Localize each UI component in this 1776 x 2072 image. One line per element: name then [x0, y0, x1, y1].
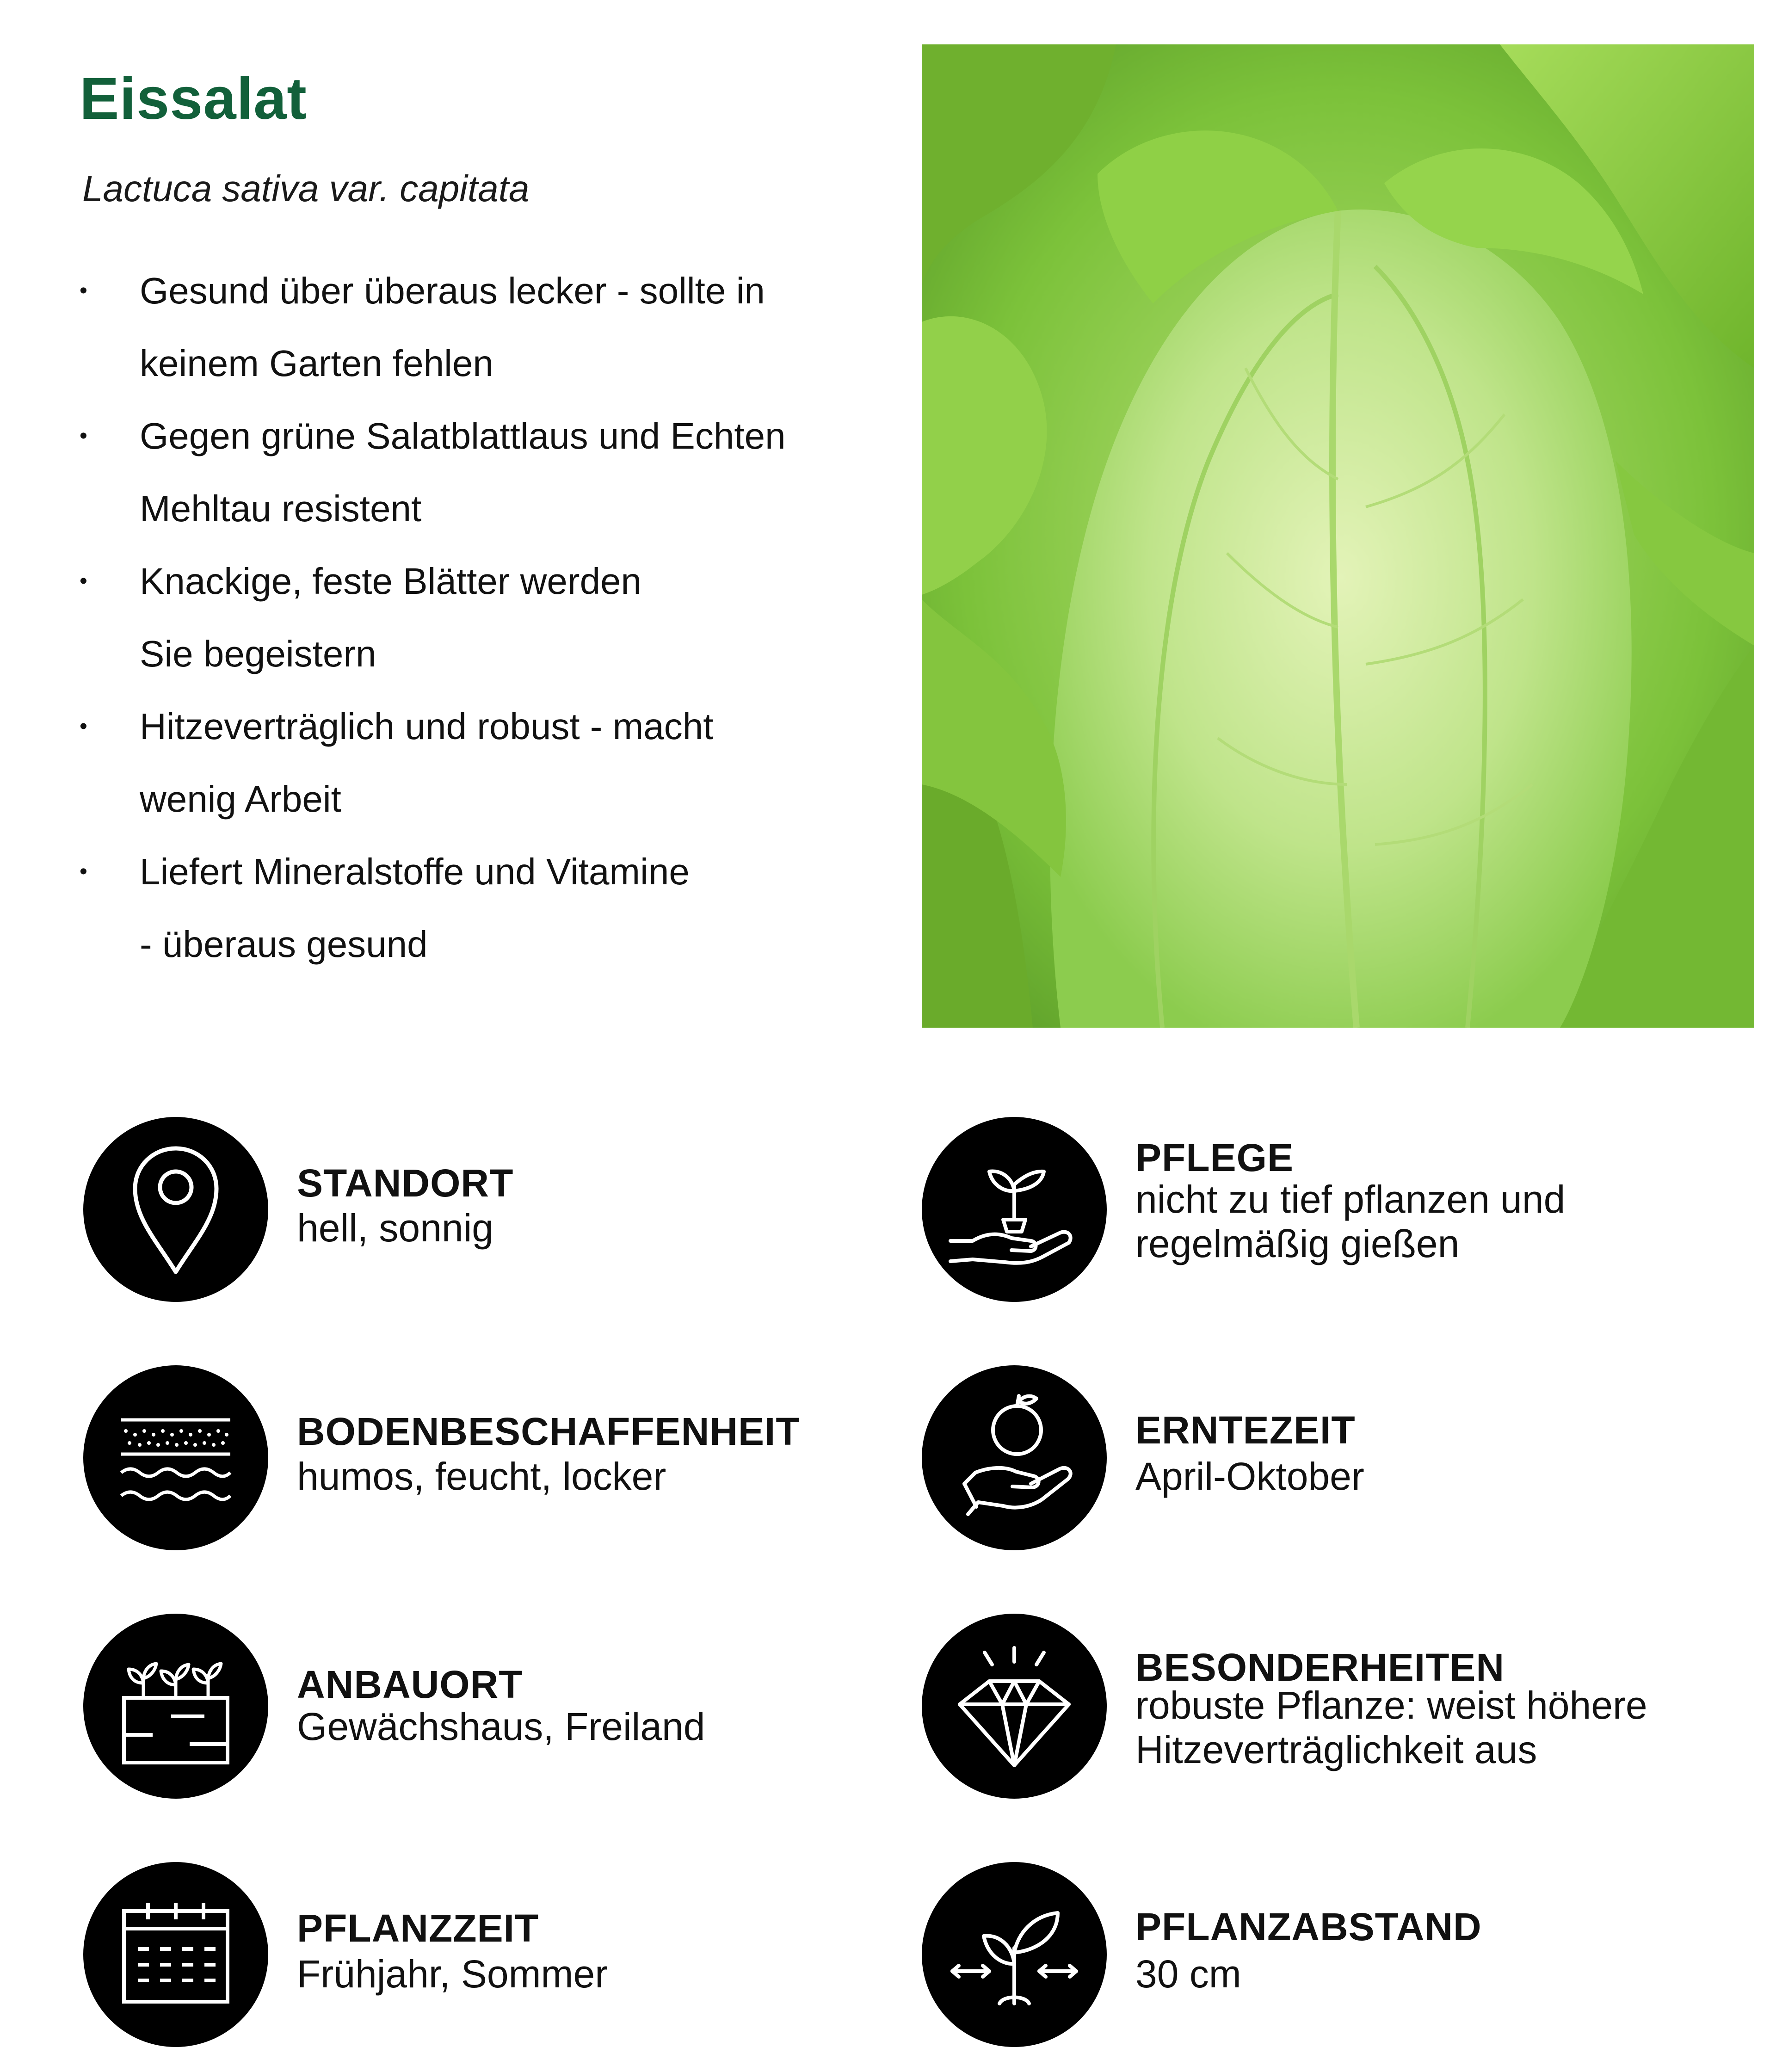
- standort-label: STANDORT: [297, 1161, 514, 1205]
- pflege-label: PFLEGE: [1135, 1136, 1294, 1179]
- seedling-hand-icon: [922, 1117, 1107, 1302]
- besonderheiten-value-line: robuste Pflanze: weist höhere: [1135, 1684, 1647, 1727]
- bullet-line: Knackige, feste Blätter werden: [140, 561, 642, 602]
- feature-anbauort: [83, 1614, 916, 1799]
- bullet-dot-icon: •: [80, 569, 87, 593]
- feature-pflanzzeit: [83, 1862, 916, 2047]
- bullet-line: Gegen grüne Salatblattlaus und Echten: [140, 415, 786, 456]
- feature-besonderheiten: [922, 1614, 1754, 1799]
- pflege-value-line: nicht zu tief pflanzen und: [1135, 1178, 1566, 1221]
- calendar-icon: [83, 1862, 268, 2047]
- fruit-hand-icon: [922, 1365, 1107, 1550]
- besonderheiten-value-line: Hitzeverträglichkeit aus: [1135, 1728, 1537, 1771]
- plant-spacing-icon: [922, 1862, 1107, 2047]
- soil-layers-icon: [83, 1365, 268, 1550]
- pflanzabstand-value: 30 cm: [1135, 1952, 1241, 1996]
- planter-box-icon: [83, 1614, 268, 1799]
- bullet-dot-icon: •: [80, 424, 87, 448]
- feature-pflege: [922, 1117, 1754, 1302]
- erntezeit-value: April-Oktober: [1135, 1455, 1364, 1498]
- feature-bullet-list: [80, 254, 875, 980]
- feature-erntezeit: [922, 1365, 1754, 1550]
- bullet-dot-icon: •: [80, 714, 87, 739]
- latin-name: Lactuca sativa var. capitata: [82, 168, 530, 209]
- standort-icon-badge: [83, 1117, 268, 1302]
- pflanzzeit-icon-badge: [83, 1862, 268, 2047]
- boden-label: BODENBESCHAFFENHEIT: [297, 1410, 800, 1453]
- lettuce-photo: [922, 44, 1754, 1028]
- bullet-line: wenig Arbeit: [140, 778, 341, 820]
- pflege-value-line: regelmäßig gießen: [1135, 1222, 1460, 1265]
- anbauort-value: Gewächshaus, Freiland: [297, 1705, 705, 1748]
- bullet-line: Sie begeistern: [140, 633, 376, 674]
- erntezeit-label: ERNTEZEIT: [1135, 1408, 1356, 1452]
- bullet-line: - überaus gesund: [140, 924, 428, 965]
- boden-value: humos, feucht, locker: [297, 1455, 666, 1498]
- bullet-dot-icon: •: [80, 278, 87, 303]
- pflanzzeit-value: Frühjahr, Sommer: [297, 1952, 608, 1996]
- page-title: Eissalat: [80, 66, 307, 132]
- feature-standort: [83, 1117, 916, 1302]
- bullet-item: [80, 400, 875, 545]
- pflanzabstand-icon-badge: [922, 1862, 1107, 2047]
- bullet-line: Mehltau resistent: [140, 488, 422, 529]
- bullet-line: keinem Garten fehlen: [140, 343, 493, 384]
- standort-value: hell, sonnig: [297, 1206, 493, 1250]
- lettuce-illustration: [922, 44, 1754, 1028]
- besonderheiten-label: BESONDERHEITEN: [1135, 1646, 1505, 1689]
- pflege-icon-badge: [922, 1117, 1107, 1302]
- anbauort-icon-badge: [83, 1614, 268, 1799]
- erntezeit-icon-badge: [922, 1365, 1107, 1550]
- boden-icon-badge: [83, 1365, 268, 1550]
- location-pin-icon: [83, 1117, 268, 1302]
- bullet-item: [80, 254, 875, 400]
- anbauort-label: ANBAUORT: [297, 1663, 523, 1706]
- bullet-line: Hitzeverträglich und robust - macht: [140, 706, 714, 747]
- pflanzabstand-label: PFLANZABSTAND: [1135, 1905, 1482, 1949]
- bullet-line: Liefert Mineralstoffe und Vitamine: [140, 851, 690, 892]
- bullet-item: [80, 835, 875, 980]
- besonderheiten-value: [1135, 1683, 1737, 1772]
- bullet-item: [80, 690, 875, 835]
- pflege-value: [1135, 1177, 1737, 1266]
- bullet-line: Gesund über überaus lecker - sollte in: [140, 270, 765, 311]
- diamond-icon: [922, 1614, 1107, 1799]
- pflanzzeit-label: PFLANZZEIT: [297, 1906, 539, 1950]
- besonderheiten-icon-badge: [922, 1614, 1107, 1799]
- bullet-dot-icon: •: [80, 859, 87, 884]
- feature-bodenbeschaffenheit: [83, 1365, 916, 1550]
- bullet-item: [80, 545, 875, 690]
- feature-pflanzabstand: [922, 1862, 1754, 2047]
